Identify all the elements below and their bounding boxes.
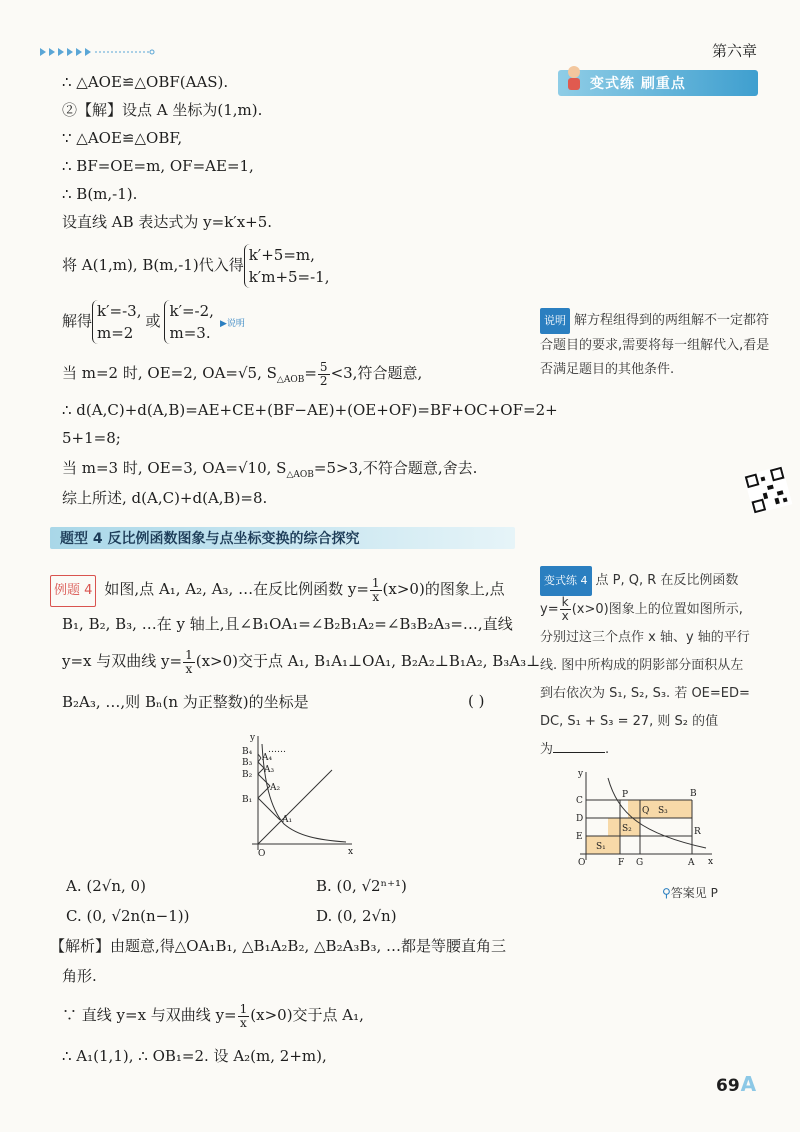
frac-den: x — [561, 609, 569, 623]
option-b[interactable]: B. (0, √2ⁿ⁺¹) — [316, 877, 407, 895]
analysis-line — [62, 1000, 364, 1030]
q-text: (x>0)的图象上,点 — [382, 580, 505, 598]
example-tag: 例题 4 — [50, 575, 96, 607]
sys-row: k′=-3, — [97, 302, 142, 320]
label: B₂ — [242, 770, 253, 780]
fraction — [370, 577, 382, 604]
answer-ref-text: 答案见 P — [670, 886, 718, 900]
label: O — [578, 858, 586, 868]
label: y — [250, 733, 256, 743]
variant-text: y= — [540, 602, 559, 617]
frac-num: 5 — [319, 359, 328, 374]
sol-text: = — [304, 364, 317, 382]
variant-line — [540, 596, 772, 624]
page-number — [716, 1072, 756, 1096]
label: Q — [642, 806, 650, 816]
label: B₄ — [242, 747, 253, 757]
sys-row: m=3. — [169, 324, 211, 342]
q-text: y=x 与双曲线 y= — [62, 652, 183, 670]
example-line — [50, 574, 505, 607]
section-title-bar — [50, 527, 515, 549]
label: A₂ — [270, 783, 281, 793]
example-line — [62, 646, 540, 676]
analysis-line: ∴ A₁(1,1), ∴ OB₁=2. 设 A₂(m, 2+m), — [62, 1047, 327, 1065]
sol-sub: △AOB — [286, 470, 314, 480]
sol-text: 当 m=3 时, OE=3, OA=√10, S — [62, 459, 287, 477]
frac-num: 1 — [185, 647, 193, 662]
answer-paren[interactable]: ( ) — [468, 692, 485, 710]
variant-line: 分别过这三个点作 x 轴、y 轴的平行 — [540, 630, 750, 645]
variant-line: 线. 图中所构成的阴影部分面积从左 — [540, 658, 744, 673]
label: y — [578, 769, 584, 779]
option-d[interactable]: D. (0, 2√n) — [316, 907, 397, 925]
label: R — [694, 827, 701, 837]
answer-ref[interactable] — [662, 884, 718, 901]
sol-line: ∴ △AOE≌△OBF(AAS). — [62, 73, 229, 91]
variant-line — [540, 566, 772, 596]
q-text: 如图,点 A₁, A₂, A₃, …在反比例函数 y= — [104, 580, 369, 598]
label: E — [576, 832, 583, 842]
sol-text: 解得 — [62, 312, 93, 330]
sys-row: m=2 — [97, 324, 134, 342]
option-a[interactable]: A. (2√n, 0) — [66, 877, 146, 895]
pin-icon: ⚲ — [662, 886, 671, 900]
answer-blank[interactable] — [553, 739, 605, 753]
variant-line: 到右依次为 S₁, S₂, S₃. 若 OE=ED= — [540, 686, 750, 701]
sys-row: k′=-2, — [169, 302, 214, 320]
sol-text: 当 m=2 时, OE=2, OA=√5, S — [62, 364, 277, 382]
label: G — [636, 858, 644, 868]
fraction — [238, 1003, 250, 1030]
label: A₁ — [282, 815, 293, 825]
page-number-text: 69 — [716, 1076, 740, 1096]
label: P — [622, 790, 629, 800]
label: A — [688, 858, 695, 868]
sol-line — [62, 458, 477, 485]
example-line: B₂A₃, …,则 Bₙ(n 为正整数)的坐标是 — [62, 693, 309, 711]
note-text: 解方程组得到的两组解不一定都符合题目的要求,需要将每一组解代入,看是否满足题目的其他条件. — [540, 313, 770, 377]
variant-text: . — [605, 742, 610, 757]
label: F — [618, 858, 625, 868]
sol-line: 设直线 AB 表达式为 y=k′x+5. — [62, 213, 273, 231]
sol-text: 将 A(1,m), B(m,-1)代入得 — [62, 256, 244, 274]
equation-system — [164, 300, 213, 344]
label: x — [348, 847, 354, 857]
q-text: (x>0)交于点 A₁, B₁A₁⊥OA₁, B₂A₂⊥B₁A₂, B₃A₃⊥ — [195, 652, 541, 670]
option-c[interactable]: C. (0, √2n(n−1)) — [66, 907, 190, 925]
variant-line: DC, S₁ + S₃ = 27, 则 S₂ 的值 — [540, 714, 719, 729]
line-y-eq-x — [258, 770, 332, 844]
label: A₃ — [264, 765, 275, 775]
variant-text: 为 — [540, 742, 554, 757]
section-title: 题型 4 反比例函数图象与点坐标变换的综合探究 — [60, 531, 360, 547]
label: A₄ — [262, 753, 273, 763]
frac-num: k — [560, 596, 571, 610]
letter-a-icon: A — [740, 1072, 757, 1096]
equation-system — [92, 300, 141, 344]
sol-line: ②【解】设点 A 坐标为(1,m). — [62, 101, 263, 119]
sol-line: ∴ d(A,C)+d(A,B)=AE+CE+(BF−AE)+(OE+OF)=BF+OC+OF=2+ — [62, 401, 558, 419]
q-text: ∵ 直线 y=x 与双曲线 y= — [62, 1006, 237, 1024]
label: B₃ — [242, 758, 253, 768]
chapter-label: 第六章 — [712, 42, 758, 60]
label: S₃ — [658, 806, 668, 816]
sol-text: =5>3,不符合题意,舍去. — [313, 459, 478, 477]
frac-den: x — [185, 661, 193, 676]
variant-exercise — [540, 566, 772, 764]
header-badge-text: 变式练 刷重点 — [590, 76, 686, 92]
sol-line: ∴ B(m,-1). — [62, 185, 138, 203]
label: …… — [268, 745, 286, 755]
label: S₁ — [596, 842, 606, 852]
sol-line — [62, 358, 422, 395]
variant-text: 点 P, Q, R 在反比例函数 — [595, 573, 739, 588]
analysis-line: 角形. — [62, 967, 97, 985]
sol-text: <3,符合题意, — [330, 364, 423, 382]
sol-solve-line — [62, 298, 245, 347]
figure-shaded-rectangles — [566, 768, 716, 868]
qr-code[interactable] — [744, 466, 793, 515]
variant-text: (x>0)图象上的位置如图所示, — [571, 602, 743, 617]
mascot-icon — [564, 64, 584, 92]
side-note — [540, 308, 772, 382]
label: S₂ — [622, 824, 632, 834]
seg — [258, 774, 270, 786]
label: B — [690, 789, 697, 799]
frac-den: x — [240, 1015, 247, 1030]
sol-sub: △AOB — [276, 375, 305, 385]
q-text: (x>0)交于点 A₁, — [250, 1006, 364, 1024]
sol-line: ∵ △AOE≌△OBF, — [62, 129, 183, 147]
note-tag: 说明 — [540, 308, 570, 334]
figure-hyperbola-triangles — [228, 730, 358, 860]
sol-line: ∴ BF=OE=m, OF=AE=1, — [62, 157, 254, 175]
frac-den: x — [372, 589, 380, 604]
label: D — [576, 814, 584, 824]
frac-num: 1 — [371, 575, 380, 590]
variant-tag: 变式练 4 — [540, 566, 592, 596]
sol-line: 综上所述, d(A,C)+d(A,B)=8. — [62, 489, 268, 507]
equation-system — [244, 244, 330, 288]
sol-substitute-line — [62, 242, 330, 288]
sol-text: 或 — [145, 312, 161, 330]
fraction — [560, 596, 571, 623]
sys-row: k′m+5=-1, — [248, 268, 330, 286]
sol-line: 5+1=8; — [62, 429, 121, 447]
note-pointer[interactable]: ▶说明 — [219, 319, 245, 329]
variant-line — [540, 736, 772, 764]
header-badge — [558, 70, 758, 96]
frac-den: 2 — [319, 373, 328, 388]
fraction — [183, 649, 195, 676]
label: x — [708, 857, 714, 867]
sys-row: k′+5=m, — [248, 246, 315, 264]
seg — [258, 786, 270, 798]
example-line: B₁, B₂, B₃, …在 y 轴上,且∠B₁OA₁=∠B₂B₁A₂=∠B₃B₂A₃=…,直线 — [62, 615, 513, 633]
analysis-line: 【解析】由题意,得△OA₁B₁, △B₁A₂B₂, △B₂A₃B₃, …都是等腰直角三 — [50, 937, 507, 955]
seg — [258, 798, 280, 820]
header-arrows — [40, 42, 155, 50]
frac-num: 1 — [239, 1001, 248, 1016]
label: C — [576, 796, 583, 806]
label: B₁ — [242, 795, 253, 805]
label: O — [258, 849, 266, 859]
fraction — [318, 361, 330, 388]
